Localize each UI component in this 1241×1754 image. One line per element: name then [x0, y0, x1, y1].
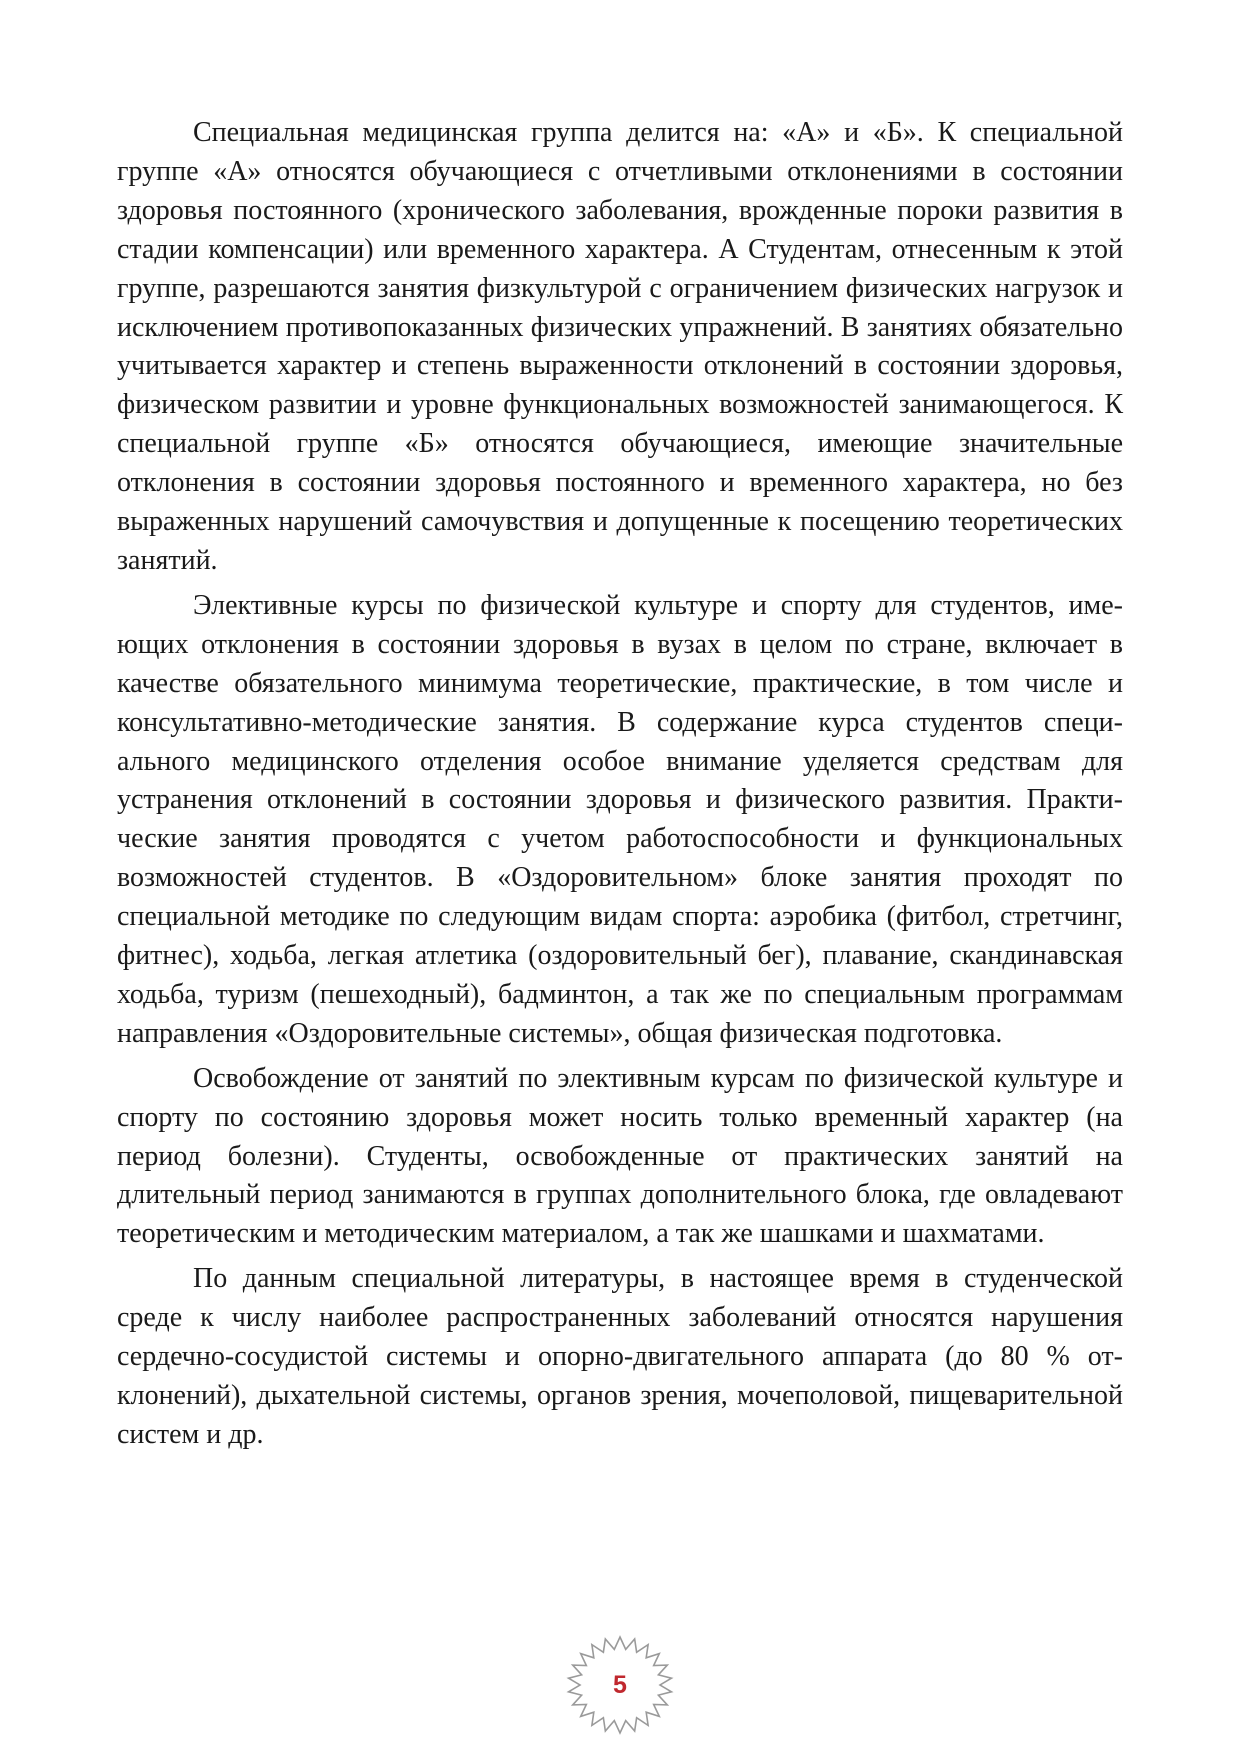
- paragraph-1: Специальная медицинская группа делится на: «А» и «Б». К специальной группе «А» относятся обучающиеся с отчетливыми отклонениями в состоянии здоровья постоянного (хронического заболевания, врожденные пороки развития в стадии компенсации) или временного характера. А Студентам, отнесенным к этой группе, разрешаются занятия физкультурой с ограничением физических нагрузок и исключением противопоказанных физических упражнений. В занятиях обязательно учитывается характер и степень выраженности отклонений в состоянии здоровья, физическом развитии и уровне функциональных возможностей занимающегося. К специальной группе «Б» относятся обучающиеся, имеющие значительные отклонения в состоянии здоровья постоянного и временного характера, но без выраженных нарушений самочувствия и допущенные к посещению теоретических занятий.: [117, 117, 1123, 576]
- paragraph-2: Элективные курсы по физической культуре и спорту для студентов, имеющих отклонения в состоянии здоровья в вузах в целом по стране, включает в качестве обязательного минимума теоретические, практические, в том числе и консультативно-методические занятия. В содержание курса студентов специального медицинского отделения особое внимание уделяется средствам для устранения отклонений в состоянии здоровья и физического развития. Практические занятия проводятся с учетом работоспособности и функциональных возможностей студентов. В «Оздоровительном» блоке занятия проходят по специальной методике по следующим видам спорта: аэробика (фитбол, стретчинг, фитнес), ходьба, легкая атлетика (оздоровительный бег), плавание, скандинавская ходьба, туризм (пешеходный), бадминтон, а так же по специальным программам направления «Оздоровительные системы», общая физическая подготовка.: [117, 589, 1123, 1049]
- body-text: [117, 114, 1123, 1461]
- paragraph-4: По данным специальной литературы, в настоящее время в студенческой среде к числу наиболее распространенных заболеваний относятся нарушения сердечно-сосудистой системы и опорно-двигательного аппарата (до 80 % отклонений), дыхательной системы, органов зрения, мочеполовой, пищеварительной систем и др.: [117, 1263, 1123, 1450]
- page-number: 5: [613, 1671, 627, 1699]
- page-number-badge: [566, 1635, 674, 1735]
- paragraph-3: Освобождение от занятий по элективным курсам по физической культуре и спорту по состоянию здоровья может носить только временный характер (на период болезни). Студенты, освобожденные от практических занятий на длительный период занимаются в группах дополнительного блока, где овладевают теоретическим и методическим материалом, а так же шашками и шахматами.: [117, 1062, 1123, 1250]
